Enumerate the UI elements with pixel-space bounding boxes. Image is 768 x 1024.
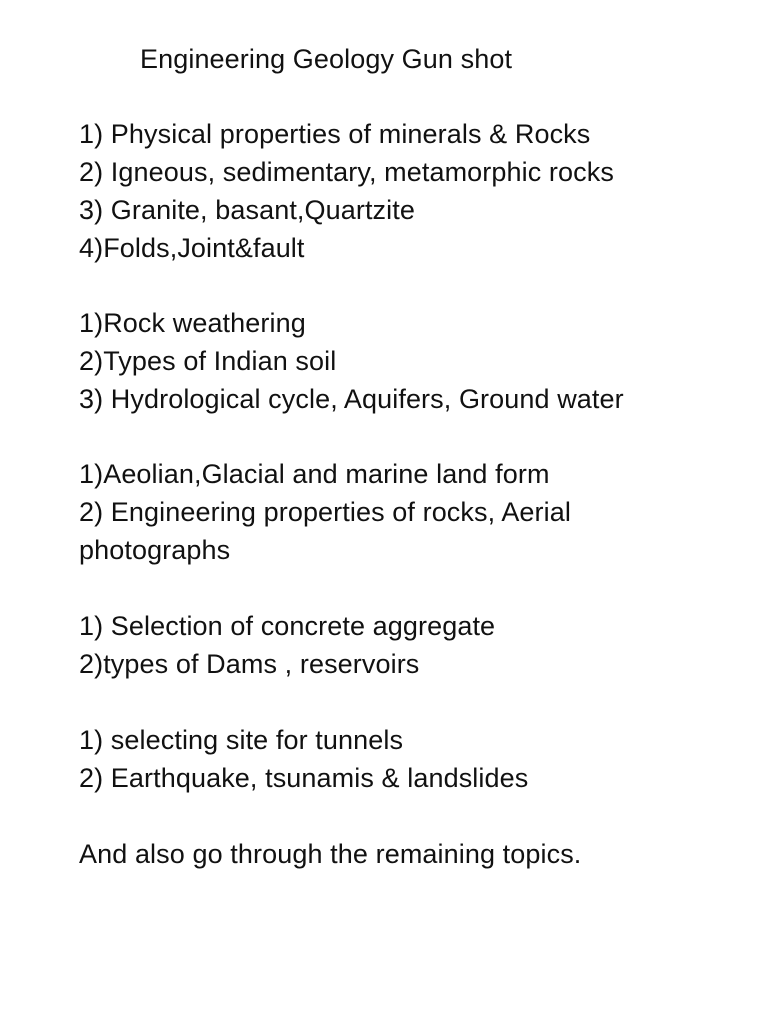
- topic-line: 2)Types of Indian soil: [79, 346, 337, 376]
- document-title: Engineering Geology Gun shot: [140, 44, 513, 74]
- closing-note: [79, 835, 759, 873]
- topic-line: 3) Granite, basant,Quartzite: [79, 195, 415, 225]
- topic-line: 2)types of Dams , reservoirs: [79, 649, 420, 679]
- topic-group-2: [79, 304, 759, 418]
- topic-line: 3) Hydrological cycle, Aquifers, Ground water: [79, 384, 624, 414]
- topic-line: 1)Rock weathering: [79, 308, 306, 338]
- topic-group-5: [79, 721, 759, 797]
- topic-group-1: [79, 115, 759, 267]
- closing-text: And also go through the remaining topics.: [79, 839, 582, 869]
- topic-line: 2) Engineering properties of rocks, Aerial photographs: [79, 497, 571, 565]
- topic-line: 1) Selection of concrete aggregate: [79, 611, 496, 641]
- topic-line: 1) Physical properties of minerals & Rocks: [79, 119, 591, 149]
- topic-line: 2) Earthquake, tsunamis & landslides: [79, 763, 529, 793]
- topic-group-4: [79, 607, 759, 683]
- topic-line: 1)Aeolian,Glacial and marine land form: [79, 459, 550, 489]
- topic-line: 4)Folds,Joint&fault: [79, 233, 305, 263]
- topic-line: 1) selecting site for tunnels: [79, 725, 404, 755]
- topic-line: 2) Igneous, sedimentary, metamorphic rocks: [79, 157, 614, 187]
- topic-group-3: [79, 455, 759, 569]
